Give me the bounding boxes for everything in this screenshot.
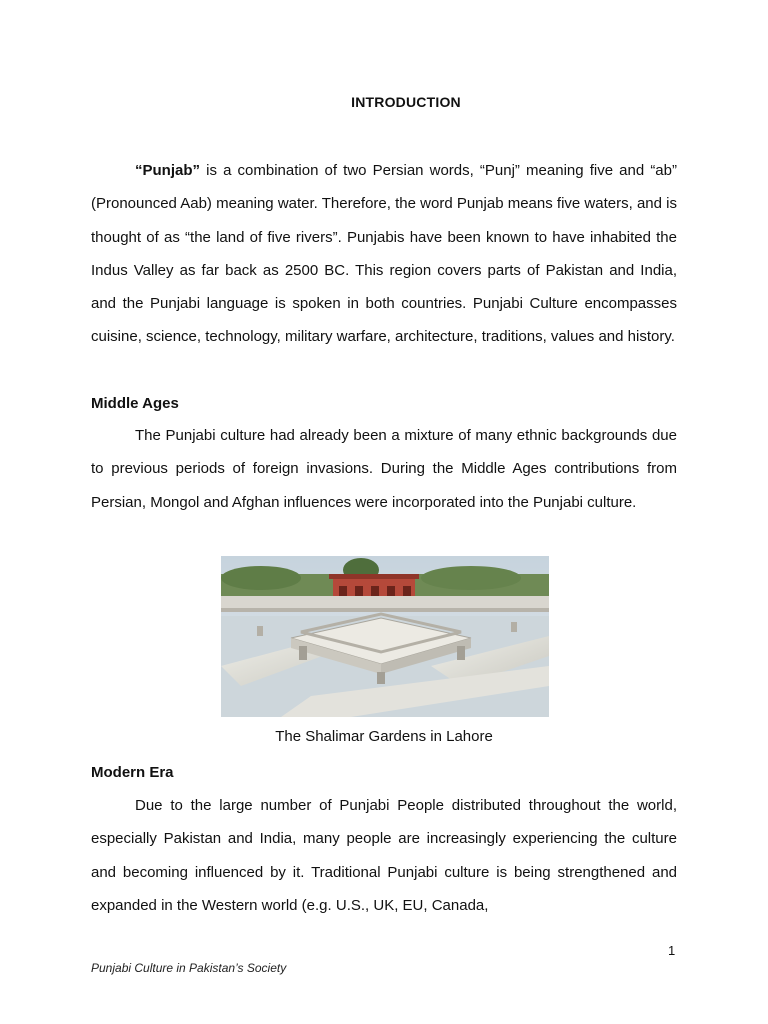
section-heading-modern-era: Modern Era [91,764,174,781]
page-title: INTRODUCTION [351,94,461,110]
intro-paragraph [91,154,677,354]
section-heading-middle-ages: Middle Ages [91,395,179,412]
intro-lead-term: “Punjab” [135,162,201,179]
page-number: 1 [668,943,676,958]
page-footer: Punjabi Culture in Pakistan’s Society [91,961,287,975]
figure-caption: The Shalimar Gardens in Lahore [275,728,493,745]
middle-ages-text: The Punjabi culture had already been a mixture of many ethnic backgrounds due to previous periods of foreign invasions. During the Middle Ages contributions from Persian, Mongol and Afghan influences were incorporated into the Punjabi culture. [91,427,677,511]
modern-era-paragraph [91,789,677,922]
intro-text: is a combination of two Persian words, “Punj” meaning five and “ab” (Pronounced Aab) meaning water. Therefore, the word Punjab means five waters, and is thought of as “the land of five rivers”. Punjabis have been known to have inhabited the Indus Valley as far back as 2500 BC. This region covers parts of Pakistan and India, and the Punjabi language is spoken in both countries. Punjabi Culture encompasses cuisine, science, technology, military warfare, architecture, traditions, values and history. [91,162,677,346]
modern-era-text: Due to the large number of Punjabi People distributed throughout the world, especially Pakistan and India, many people are increasingly experiencing the culture and becoming influenced by it. Traditional Punjabi culture is being strengthened and expanded in the Western world (e.g. U.S., UK, EU, Canada, [91,797,677,914]
shalimar-gardens-photo [221,556,549,717]
middle-ages-paragraph [91,419,677,519]
